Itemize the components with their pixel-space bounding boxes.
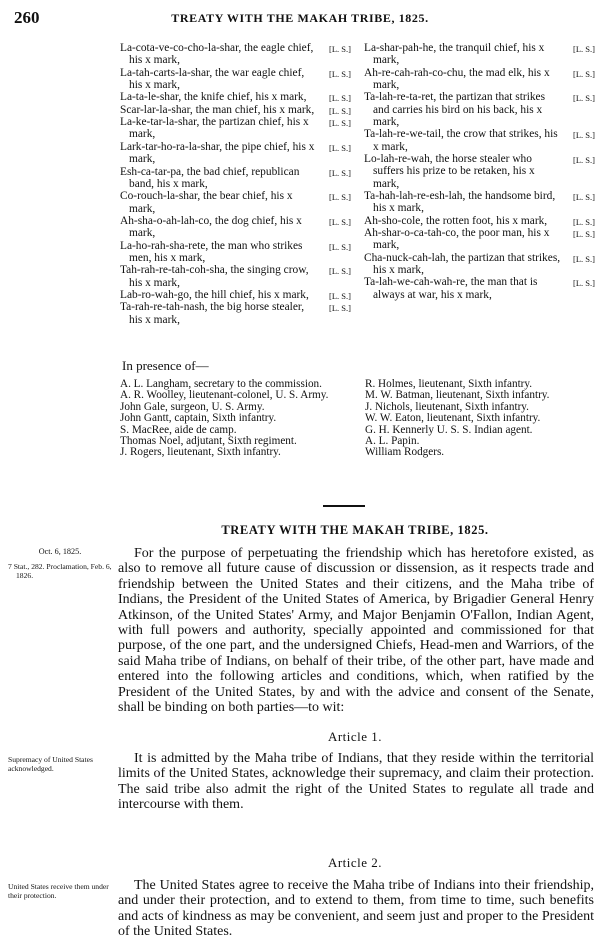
signature: [L. S.] Lo-lah-re-wah, the horse stealer who suffers his prize to be retaken, his x mark, <box>364 153 595 190</box>
seal-mark: [L. S.] <box>329 216 351 227</box>
witnesses-right-column <box>365 379 590 459</box>
signature: [L. S.] La-ta-le-shar, the knife chief, his x mark, <box>120 91 351 104</box>
seal-mark: [L. S.] <box>329 290 351 301</box>
signature: [L. S.] Ta-lah-re-we-tail, the crow that strikes, his x mark, <box>364 128 595 153</box>
seal-mark: [L. S.] <box>329 93 351 104</box>
signature: [L. S.] La-cota-ve-co-cho-la-shar, the eagle chief, his x mark, <box>120 42 351 67</box>
signature: [L. S.] Ta-rah-re-tah-nash, the big horse stealer, his x mark, <box>120 301 351 326</box>
running-title: TREATY WITH THE MAKAH TRIBE, 1825. <box>171 11 429 25</box>
witness: R. Holmes, lieutenant, Sixth infantry. <box>365 378 533 390</box>
signature: [L. S.] Ah-shar-o-ca-tah-co, the poor man, his x mark, <box>364 227 595 252</box>
treaty-title: TREATY WITH THE MAKAH TRIBE, 1825. <box>221 523 489 537</box>
signature: [L. S.] Ah-re-cah-rah-co-chu, the mad elk, his x mark, <box>364 66 595 91</box>
seal-mark: [L. S.] <box>573 253 595 264</box>
signature: [L. S.] Scar-lar-la-shar, the man chief, his x mark, <box>120 103 351 116</box>
signature: [L. S.] La-tah-carts-la-shar, the war eagle chief, his x mark, <box>120 66 351 91</box>
seal-mark: [L. S.] <box>573 192 595 203</box>
signature: [L. S.] La-ho-rah-sha-rete, the man who strikes men, his x mark, <box>120 239 351 264</box>
witness: William Rodgers. <box>365 446 445 459</box>
signature: [L. S.] La-ke-tar-la-shar, the partizan chief, his x mark, <box>120 116 351 141</box>
signature: [L. S.] Ta-lah-re-ta-ret, the partizan that strikes and carries his bird on his back, his x mark, <box>364 91 595 128</box>
witness: M. W. Batman, lieutenant, Sixth infantry. <box>365 389 550 402</box>
signature: [L. S.] Cha-nuck-cah-lah, the partizan that strikes, his x mark, <box>364 251 595 277</box>
witness: John Gantt, captain, Sixth infantry. <box>120 412 277 425</box>
seal-mark: [L. S.] <box>573 278 595 289</box>
seal-mark: [L. S.] <box>573 44 595 54</box>
preamble-paragraph: For the purpose of perpetuating the friendship which has heretofore existed, as also to remove all future cause of discussion or dissension, as it respects trade and friendship between the United States and their citizens, and the Maha tribe of Indians, the President of the United States of America, by Brigadier General Henry Atkinson, of the United States' Army, and Major Benjamin O'Fallon, Indian Agent, with full powers and authority, specially appointed and commissioned for that purpose, of the one part, and the undersigned Chiefs, Head-men and Warriors, of the said Maha tribe of Indians, on behalf of their tribe, of the other part, have made and entered into the following articles and conditions, which, when ratified by the President of the United States, by and with the advice and consent of the Senate, shall be binding on both parties—to wit: <box>118 546 594 716</box>
seal-mark: [L. S.] <box>329 44 351 54</box>
seal-mark: [L. S.] <box>329 105 351 116</box>
seal-mark: [L. S.] <box>573 216 595 227</box>
seal-mark: [L. S.] <box>573 130 595 141</box>
signature: [L. S.] Lark-tar-ho-ra-la-shar, the pipe chief, his x mark, <box>120 140 351 166</box>
seal-mark: [L. S.] <box>329 167 351 178</box>
witness: W. W. Eaton, lieutenant, Sixth infantry. <box>365 412 541 425</box>
witnesses-left-column <box>120 379 346 459</box>
witness: A. L. Langham, secretary to the commission. <box>120 378 322 390</box>
signature: [L. S.] La-shar-pah-he, the tranquil chief, his x mark, <box>364 42 595 67</box>
seal-mark: [L. S.] <box>329 192 351 203</box>
signature: [L. S.] Ah-sha-o-ah-lah-co, the dog chief, his x mark, <box>120 214 351 240</box>
page-number: 260 <box>14 8 40 27</box>
in-presence-heading: In presence of— <box>122 358 209 373</box>
seal-mark: [L. S.] <box>329 142 351 153</box>
margin-note-date: Oct. 6, 1825. <box>38 547 82 556</box>
margin-note-supremacy: Supremacy of United States acknowledged. <box>8 755 93 773</box>
seal-mark: [L. S.] <box>329 68 351 79</box>
witness: Thomas Noel, adjutant, Sixth regiment. <box>120 435 297 448</box>
article-1-text: It is admitted by the Maha tribe of Indians, that they reside within the territorial limits of the United States, acknowledge their supremacy, and claim their protection. The said tribe also admit the right of the United States to regulate all trade and intercourse with them. <box>118 751 594 813</box>
signature: [L. S.] Ta-lah-we-cah-wah-re, the man that is always at war, his x mark, <box>364 276 595 301</box>
margin-note-statute: 7 Stat., 282. Proclamation, Feb. 6, 1826. <box>8 562 112 580</box>
witness: J. Nichols, lieutenant, Sixth infantry. <box>365 400 529 413</box>
signature: [L. S.] Ah-sho-cole, the rotten foot, his x mark, <box>364 214 595 227</box>
signature: [L. S.] Ta-hah-lah-re-esh-lah, the handsome bird, his x mark, <box>364 190 595 215</box>
seal-mark: [L. S.] <box>573 93 595 104</box>
signature: [L. S.] Co-rouch-la-shar, the bear chief, his x mark, <box>120 190 351 215</box>
witness: S. MacRee, aide de camp. <box>120 423 237 436</box>
margin-note-protection: United States receive them under their protection. <box>8 882 109 900</box>
page-header <box>14 8 586 30</box>
article-2-text: The United States agree to receive the Maha tribe of Indians into their friendship, and under their protection, and to extend to them, from time to time, such benefits and acts of kindness as may be convenient, and seem just and proper to the President of the United States. <box>118 878 594 940</box>
seal-mark: [L. S.] <box>329 118 351 129</box>
seal-mark: [L. S.] <box>329 303 351 314</box>
signature: [L. S.] Tah-rah-re-tah-coh-sha, the singing crow, his x mark, <box>120 264 351 289</box>
witness: A. R. Woolley, lieutenant-colonel, U. S. Army. <box>120 389 329 402</box>
witness: G. H. Kennerly U. S. S. Indian agent. <box>365 423 533 436</box>
witness: A. L. Papin. <box>365 435 420 448</box>
signatures-right-column <box>364 42 595 301</box>
signature: [L. S.] Esh-ca-tar-pa, the bad chief, republican band, his x mark, <box>120 165 351 190</box>
seal-mark: [L. S.] <box>573 229 595 240</box>
section-divider <box>323 505 365 507</box>
article-2-heading: Article 2. <box>327 855 383 870</box>
witness: J. Rogers, lieutenant, Sixth infantry. <box>120 446 281 459</box>
article-1-heading: Article 1. <box>327 729 383 744</box>
seal-mark: [L. S.] <box>573 68 595 79</box>
signature: [L. S.] Lab-ro-wah-go, the hill chief, his x mark, <box>120 288 351 301</box>
witness: John Gale, surgeon, U. S. Army. <box>120 400 265 413</box>
signatures-left-column <box>120 42 351 326</box>
seal-mark: [L. S.] <box>329 266 351 277</box>
seal-mark: [L. S.] <box>329 241 351 252</box>
seal-mark: [L. S.] <box>573 155 595 166</box>
